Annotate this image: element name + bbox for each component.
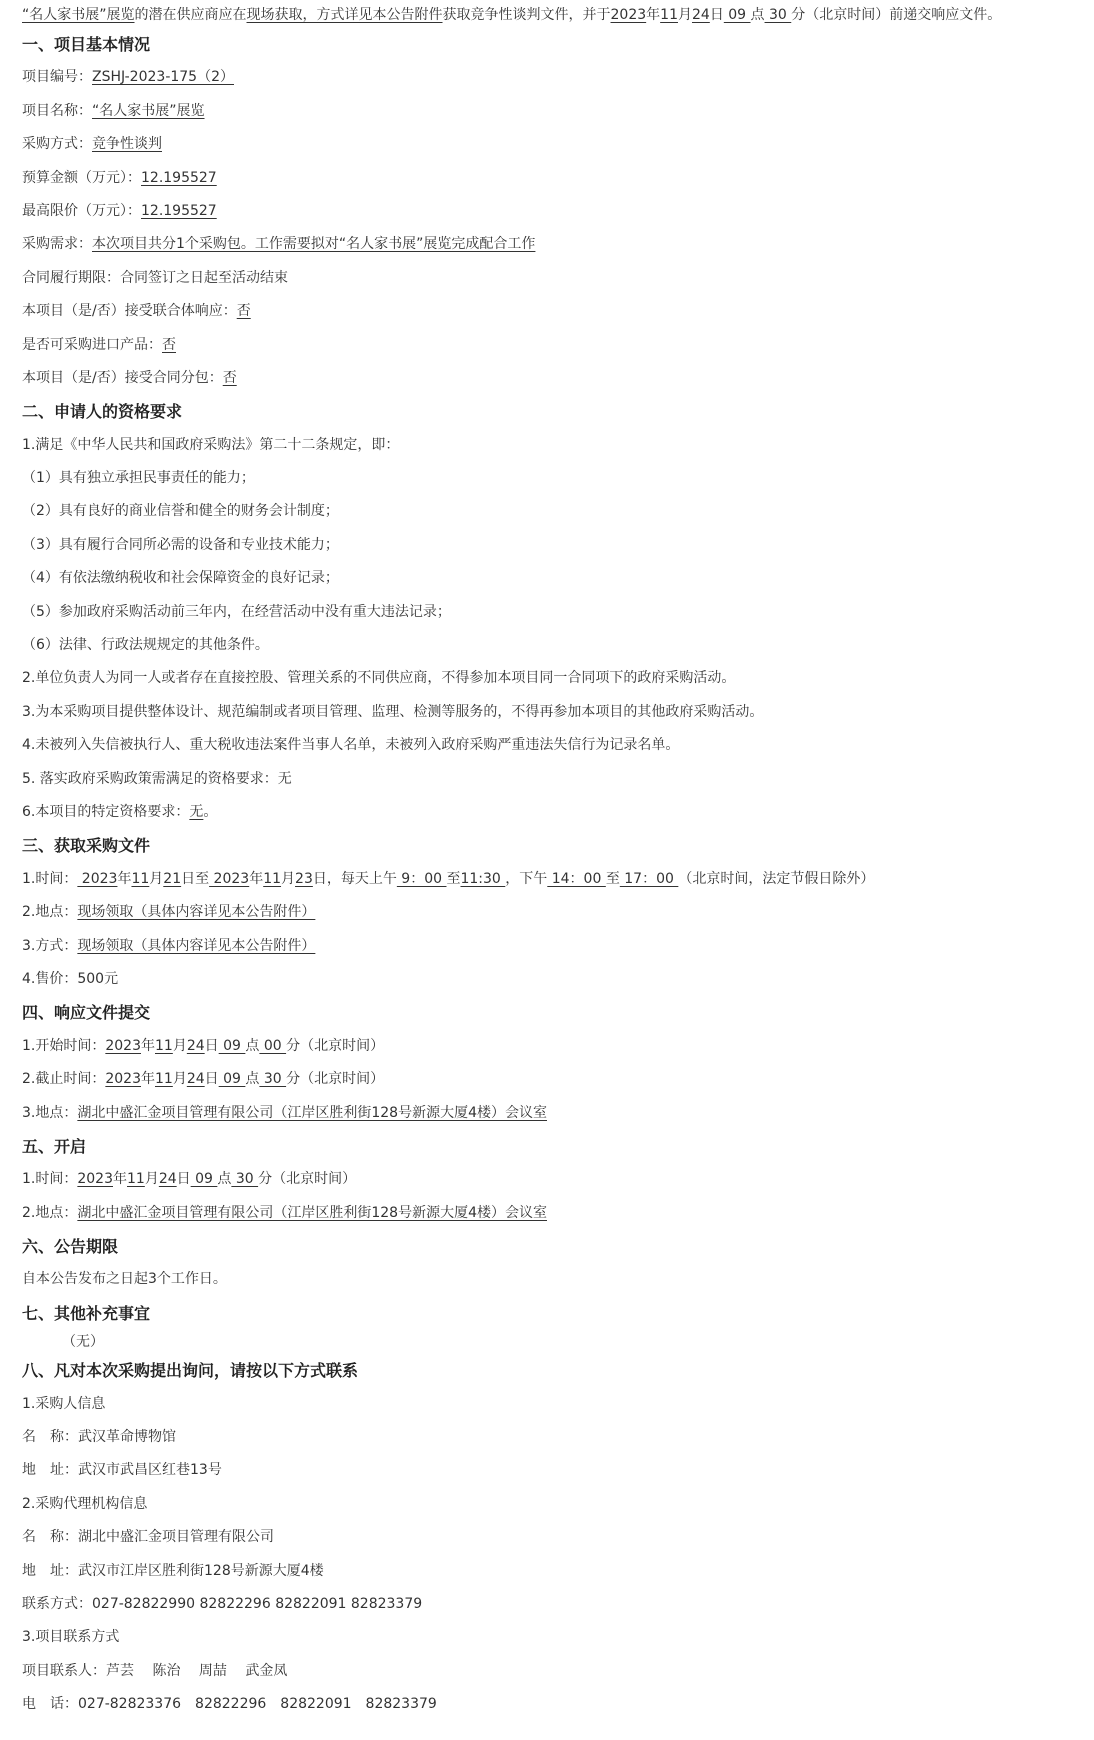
section-title-notice-period: 六、公告期限	[22, 1237, 119, 1257]
budget-amount: 12.195527	[141, 169, 217, 186]
subcontract-value: 否	[222, 369, 237, 386]
opening-time-row: 1.时间：2023年11月24日 09 点 30 分（北京时间）	[22, 1171, 357, 1188]
notice-period-text: 自本公告发布之日起3个工作日。	[22, 1271, 227, 1288]
qualification-subitem: （4）有依法缴纳税收和社会保障资金的良好记录；	[22, 570, 339, 587]
qualification-subitem: （5）参加政府采购活动前三年内，在经营活动中没有重大违法记录；	[22, 603, 451, 620]
procurement-method: 竞争性谈判	[92, 136, 162, 153]
requirement-row: 采购需求：本次项目共分1个采购包。工作需要拟对“名人家书展”展览完成配合工作	[22, 236, 536, 253]
intro-paragraph: “名人家书展”展览的潜在供应商应在现场获取，方式详见本公告附件获取竞争性谈判文件，并于2023年11月24日 09 点 30 分（北京时间）前递交响应文件。	[22, 7, 1002, 23]
project-name-link: “名人家书展”展览	[22, 7, 135, 23]
acquire-way-row: 3.方式：现场领取（具体内容详见本公告附件）	[22, 937, 316, 954]
project-code-row: 项目编号：ZSHJ-2023-175（2）	[22, 69, 234, 86]
requirement: 本次项目共分1个采购包。工作需要拟对“名人家书展”展览完成配合工作	[92, 236, 536, 253]
buyer-address: 地 址：武汉市武昌区红巷13号	[22, 1462, 222, 1479]
project-name: “名人家书展”展览	[92, 102, 205, 119]
qualification-subitem: （2）具有良好的商业信誉和健全的财务会计制度；	[22, 503, 339, 520]
price-row: 4.售价：500元	[22, 970, 119, 987]
qualification-subitem: （6）法律、行政法规规定的其他条件。	[22, 637, 269, 654]
acquire-method: 现场获取，方式详见本公告附件	[246, 7, 443, 23]
contract-period: 合同签订之日起至活动结束	[120, 269, 288, 286]
opening-place-row: 2.地点：湖北中盛汇金项目管理有限公司（江岸区胜利街128号新源大厦4楼）会议室	[22, 1204, 547, 1221]
contract-period-row: 合同履行期限：合同签订之日起至活动结束	[22, 269, 288, 286]
project-name-row: 项目名称：“名人家书展”展览	[22, 102, 205, 119]
max-price: 12.195527	[141, 202, 217, 219]
qualification-item: 1.满足《中华人民共和国政府采购法》第二十二条规定，即：	[22, 436, 400, 453]
project-code: ZSHJ-2023-175（2）	[92, 69, 234, 86]
project-contact-people: 项目联系人：芦芸 陈治 周喆 武金凤	[22, 1662, 288, 1679]
agent-info-heading: 2.采购代理机构信息	[22, 1495, 148, 1512]
agent-contact: 联系方式：027-82822990 82822296 82822091 82823379	[22, 1595, 423, 1612]
qualification-subitem: （1）具有独立承担民事责任的能力；	[22, 470, 255, 487]
section-title-other: 七、其他补充事宜	[22, 1303, 151, 1323]
subcontract-row: 本项目（是/否）接受合同分包：否	[22, 369, 237, 386]
project-contact-phone: 电 话：027-82823376 82822296 82822091 82823379	[22, 1696, 437, 1713]
consortium-value: 否	[236, 303, 251, 320]
qualification-item: 5. 落实政府采购政策需满足的资格要求：无	[22, 770, 292, 787]
acquire-place-row: 2.地点：现场领取（具体内容详见本公告附件）	[22, 904, 316, 921]
buyer-name: 名 称：武汉革命博物馆	[22, 1429, 176, 1446]
buyer-info-heading: 1.采购人信息	[22, 1395, 106, 1412]
import-row: 是否可采购进口产品：否	[22, 336, 176, 353]
qualification-item: 2.单位负责人为同一人或者存在直接控股、管理关系的不同供应商，不得参加本项目同一合同项下的政府采购活动。	[22, 670, 736, 687]
section-title-acquire-docs: 三、获取采购文件	[22, 836, 151, 856]
announcement-document	[0, 2, 1094, 1722]
max-price-row: 最高限价（万元）：12.195527	[22, 202, 217, 219]
budget-row: 预算金额（万元）：12.195527	[22, 169, 217, 186]
consortium-row: 本项目（是/否）接受联合体响应：否	[22, 303, 251, 320]
section-title-qualification: 二、申请人的资格要求	[22, 402, 183, 422]
qualification-item: 3.为本采购项目提供整体设计、规范编制或者项目管理、监理、检测等服务的，不得再参加本项目的其他政府采购活动。	[22, 703, 764, 720]
section-title-basic-info: 一、项目基本情况	[22, 35, 151, 54]
agent-name: 名 称：湖北中盛汇金项目管理有限公司	[22, 1529, 274, 1546]
acquire-time-row: 1.时间： 2023年11月21日至 2023年11月23日，每天上午 9：00 至11:30 ，下午 14：00 至 17：00 （北京时间，法定节假日除外）	[22, 870, 875, 887]
project-contact-heading: 3.项目联系方式	[22, 1629, 120, 1646]
submission-place-row: 3.地点：湖北中盛汇金项目管理有限公司（江岸区胜利街128号新源大厦4楼）会议室	[22, 1104, 547, 1121]
procurement-method-row: 采购方式：竞争性谈判	[22, 136, 162, 153]
section-title-contact: 八、凡对本次采购提出询问，请按以下方式联系	[22, 1361, 359, 1381]
qualification-item: 6.本项目的特定资格要求：无。	[22, 803, 218, 820]
submission-end-row: 2.截止时间：2023年11月24日 09 点 30 分（北京时间）	[22, 1071, 385, 1088]
other-text: （无）	[62, 1334, 104, 1351]
section-title-opening: 五、开启	[22, 1136, 87, 1156]
submission-start-row: 1.开始时间：2023年11月24日 09 点 00 分（北京时间）	[22, 1037, 385, 1054]
agent-address: 地 址：武汉市江岸区胜利街128号新源大厦4楼	[22, 1562, 324, 1579]
section-title-submission: 四、响应文件提交	[22, 1003, 151, 1023]
qualification-item: 4.未被列入失信被执行人、重大税收违法案件当事人名单，未被列入政府采购严重违法失信行为记录名单。	[22, 737, 680, 754]
qualification-subitem: （3）具有履行合同所必需的设备和专业技术能力；	[22, 536, 339, 553]
import-value: 否	[162, 336, 176, 353]
